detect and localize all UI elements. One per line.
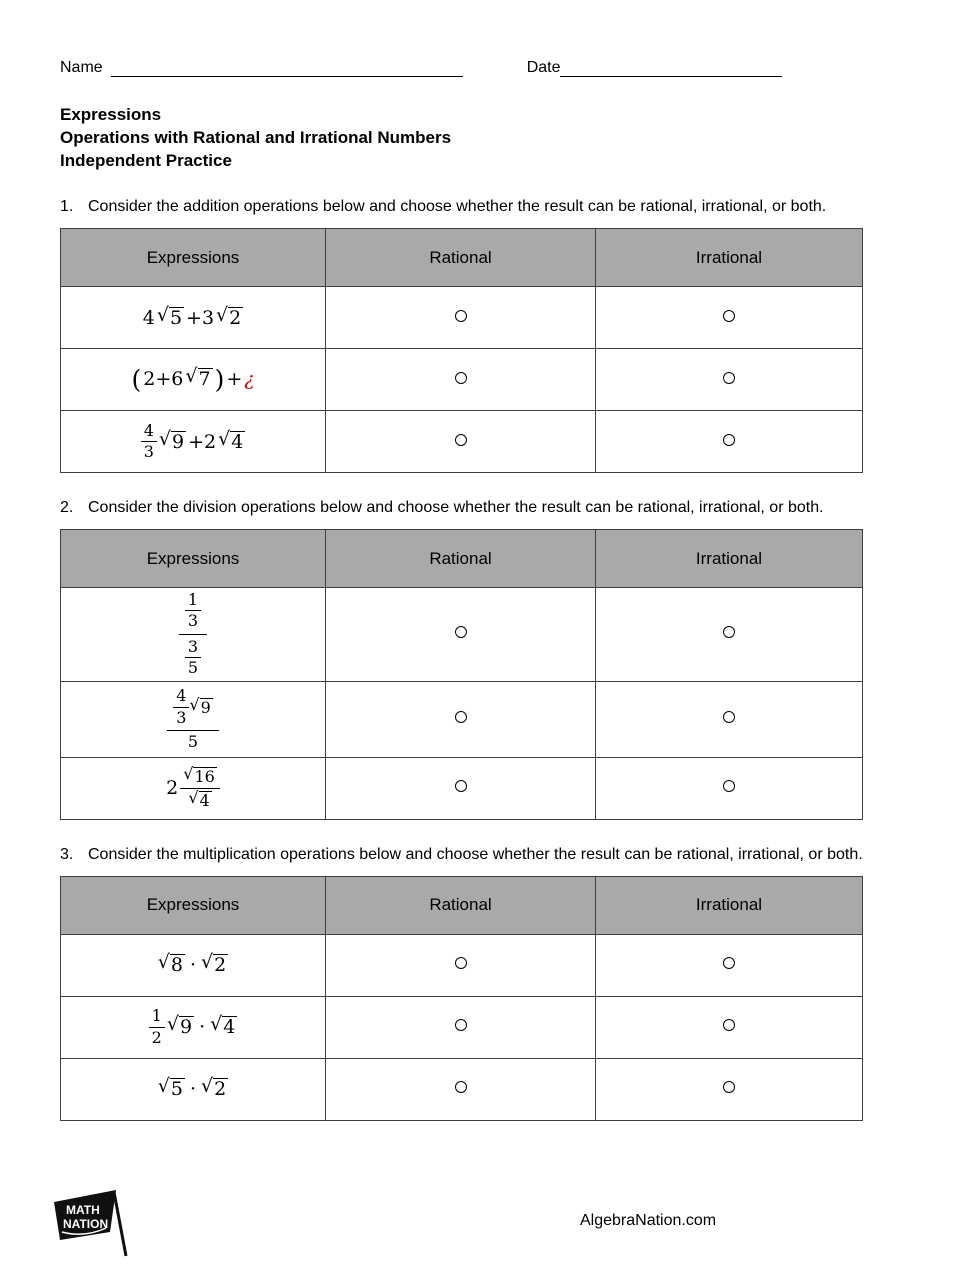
expression-4root5-plus-3root2: 4 √ 5 +3 √ 2 bbox=[142, 303, 242, 329]
expression-2-root16-over-root4: 2 √ 16 √ 4 bbox=[165, 765, 221, 811]
name-date-row bbox=[60, 55, 921, 77]
division-table bbox=[60, 529, 863, 820]
irrational-radio[interactable] bbox=[723, 711, 735, 723]
radical-icon: √ bbox=[158, 427, 171, 450]
table-row bbox=[61, 349, 863, 411]
question-1-text: Consider the addition operations below and choose whether the result can be rational, irrational, or both. bbox=[88, 198, 827, 215]
radical-icon: √ bbox=[156, 303, 169, 326]
table-row bbox=[61, 996, 863, 1058]
radical-icon: √ bbox=[201, 951, 214, 974]
radical-icon: √ bbox=[188, 787, 199, 807]
footer-website: AlgebraNation.com bbox=[580, 1212, 717, 1229]
radical-icon: √ bbox=[189, 695, 200, 715]
irrational-radio[interactable] bbox=[723, 1019, 735, 1031]
equation-error-symbol: ¿ bbox=[244, 368, 255, 390]
irrational-radio[interactable] bbox=[723, 626, 735, 638]
svg-text:MATH: MATH bbox=[66, 1203, 100, 1217]
question-2-number: 2. bbox=[60, 499, 74, 516]
radical-icon: √ bbox=[185, 365, 198, 388]
table-header-row bbox=[61, 530, 863, 588]
question-3 bbox=[60, 844, 921, 866]
title-line-2: Operations with Rational and Irrational Numbers bbox=[60, 128, 452, 147]
addition-table bbox=[60, 228, 863, 473]
rational-radio[interactable] bbox=[455, 626, 467, 638]
question-1-number: 1. bbox=[60, 198, 74, 215]
radical-icon: √ bbox=[218, 427, 231, 450]
date-label: Date bbox=[526, 59, 561, 76]
title-line-1: Expressions bbox=[60, 105, 162, 124]
expression-fourthirds-root9-plus-2root4: $\frac{4}{3}$ √ 9 +2 √ 4 bbox=[140, 421, 247, 463]
rational-radio[interactable] bbox=[455, 372, 467, 384]
table-header-row bbox=[61, 229, 863, 287]
column-header-irrational: Irrational bbox=[596, 530, 863, 588]
rational-radio[interactable] bbox=[455, 711, 467, 723]
expression-root5-times-root2: √ 5 · √ 2 bbox=[157, 1075, 227, 1101]
irrational-radio[interactable] bbox=[723, 780, 735, 792]
rational-radio[interactable] bbox=[455, 957, 467, 969]
irrational-radio[interactable] bbox=[723, 1081, 735, 1093]
question-2-text: Consider the division operations below and choose whether the result can be rational, irrational, or both. bbox=[88, 499, 824, 516]
question-3-number: 3. bbox=[60, 845, 74, 863]
radical-icon: √ bbox=[183, 764, 194, 784]
question-1 bbox=[60, 196, 921, 218]
radical-icon: √ bbox=[157, 951, 170, 974]
multiplication-dot: · bbox=[189, 1078, 197, 1101]
multiplication-table bbox=[60, 876, 863, 1121]
radical-icon: √ bbox=[201, 1075, 214, 1098]
rational-radio[interactable] bbox=[455, 1081, 467, 1093]
rational-radio[interactable] bbox=[455, 434, 467, 446]
name-blank-line[interactable] bbox=[111, 57, 463, 77]
multiplication-dot: · bbox=[199, 1016, 206, 1039]
name-label: Name bbox=[60, 59, 103, 76]
expression-half-root9-times-root4: $\frac{1}{2}$ √ 9 · √ 4 bbox=[148, 1006, 239, 1048]
question-2 bbox=[60, 497, 921, 519]
title-line-3: Independent Practice bbox=[60, 151, 232, 170]
table-row bbox=[61, 681, 863, 757]
question-3-text: Consider the multiplication operations below and choose whether the result can be rational, irrational, or both. bbox=[88, 845, 863, 863]
date-blank-line[interactable] bbox=[560, 57, 782, 77]
irrational-radio[interactable] bbox=[723, 310, 735, 322]
radical-icon: √ bbox=[216, 303, 229, 326]
radical-icon: √ bbox=[210, 1013, 223, 1036]
expression-root8-times-root2: √ 8 · √ 2 bbox=[157, 951, 227, 977]
svg-text:NATION: NATION bbox=[63, 1217, 109, 1231]
table-row bbox=[61, 757, 863, 819]
radical-icon: √ bbox=[157, 1075, 170, 1098]
column-header-expressions: Expressions bbox=[61, 530, 326, 588]
worksheet-title bbox=[60, 103, 921, 172]
table-row bbox=[61, 934, 863, 996]
table-row bbox=[61, 411, 863, 473]
table-header-row bbox=[61, 876, 863, 934]
irrational-radio[interactable] bbox=[723, 434, 735, 446]
radical-icon: √ bbox=[166, 1013, 179, 1036]
column-header-irrational: Irrational bbox=[596, 229, 863, 287]
rational-radio[interactable] bbox=[455, 1019, 467, 1031]
column-header-expressions: Expressions bbox=[61, 876, 326, 934]
irrational-radio[interactable] bbox=[723, 957, 735, 969]
column-header-expressions: Expressions bbox=[61, 229, 326, 287]
column-header-rational: Rational bbox=[326, 229, 596, 287]
column-header-rational: Rational bbox=[326, 876, 596, 934]
expression-fourthirds-root9-over-5: $\frac{4}{3}$ √ 9 5 bbox=[166, 684, 220, 753]
rational-radio[interactable] bbox=[455, 780, 467, 792]
column-header-rational: Rational bbox=[326, 530, 596, 588]
table-row bbox=[61, 1058, 863, 1120]
column-header-irrational: Irrational bbox=[596, 876, 863, 934]
multiplication-dot: · bbox=[189, 954, 197, 977]
irrational-radio[interactable] bbox=[723, 372, 735, 384]
expression-onethird-over-threefifths: $\frac{\frac{1}{3}}{\frac{3}{5}}$ bbox=[178, 588, 208, 681]
table-row bbox=[61, 287, 863, 349]
table-row bbox=[61, 588, 863, 682]
expression-2-plus-6root7-plus-error: ( 2+6 √ 7 ) + ¿ bbox=[131, 364, 255, 394]
rational-radio[interactable] bbox=[455, 310, 467, 322]
math-nation-logo bbox=[52, 1190, 130, 1258]
